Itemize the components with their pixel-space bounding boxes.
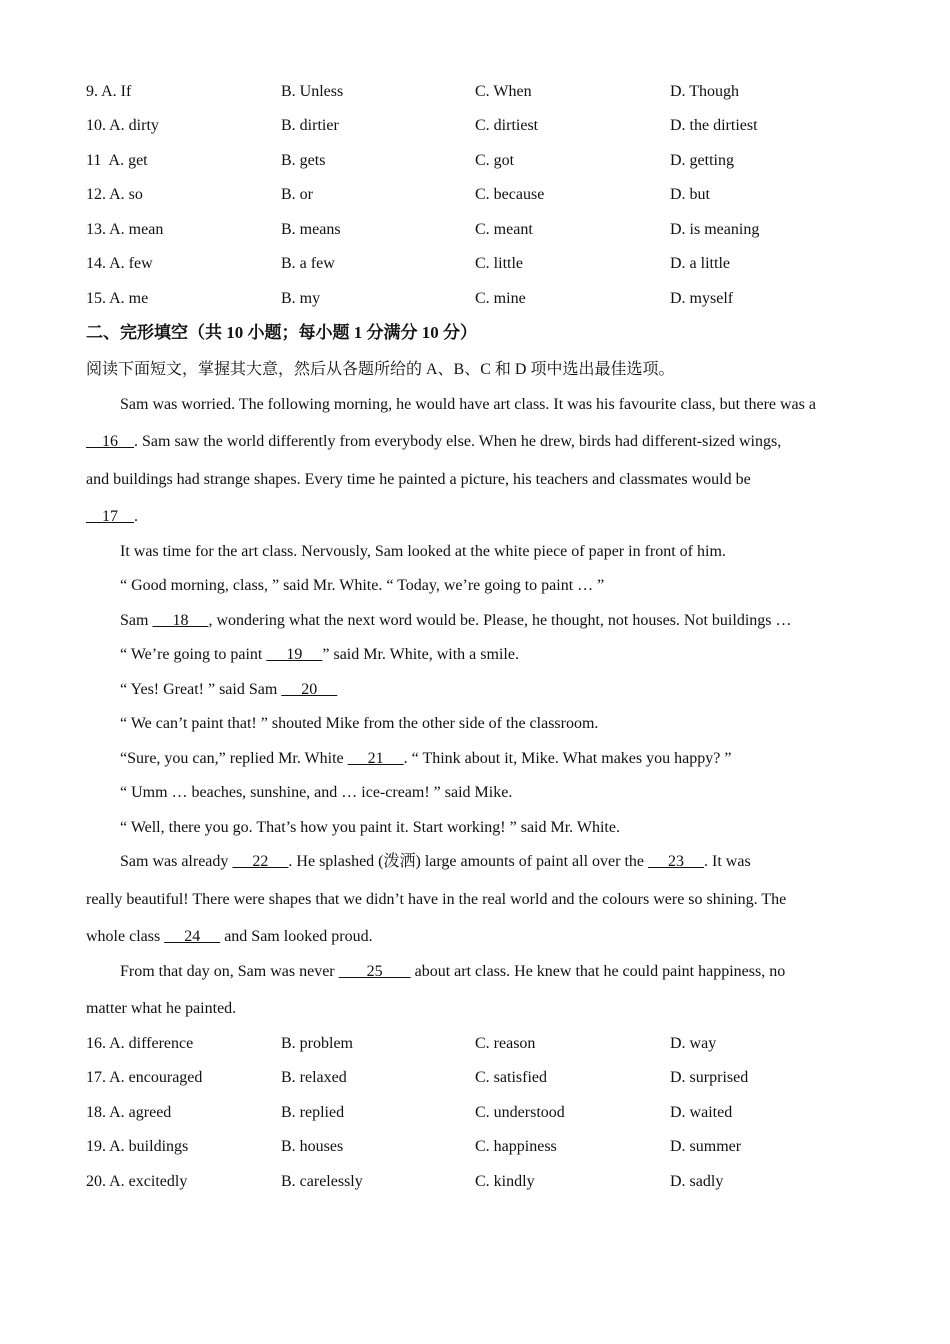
- passage-line: [120, 960, 785, 984]
- option-c: C. satisfied: [475, 1069, 547, 1086]
- question-row-17: [0, 1066, 950, 1090]
- option-d: D. but: [670, 186, 710, 203]
- blank-21: 21: [347, 750, 404, 767]
- option-a: 15. A. me: [86, 290, 149, 307]
- blank-23: 23: [648, 853, 705, 870]
- passage-text: . “ Think about it, Mike. What makes you happy? ”: [403, 750, 732, 767]
- question-row-20: [0, 1170, 950, 1194]
- passage-line: [86, 505, 138, 529]
- passage-text: Sam: [120, 612, 153, 629]
- passage-line: [86, 888, 786, 912]
- option-c: C. happiness: [475, 1138, 557, 1155]
- option-c: C. meant: [475, 221, 533, 238]
- option-b: B. houses: [281, 1138, 344, 1155]
- passage-line: [120, 712, 598, 736]
- option-d: D. sadly: [670, 1173, 724, 1190]
- passage-text: . It was: [704, 853, 751, 870]
- passage-text: “ Good morning, class, ” said Mr. White. “ Today, we’re going to paint … ”: [120, 577, 605, 594]
- option-c: C. because: [475, 186, 545, 203]
- option-b: B. relaxed: [281, 1069, 347, 1086]
- passage-text: Sam was worried. The following morning, he would have art class. It was his favourite class, but there was a: [120, 396, 816, 413]
- passage-text: “Sure, you can,” replied Mr. White: [120, 750, 348, 767]
- passage-text: . He splashed (泼洒) large amounts of paint all over the: [288, 853, 649, 870]
- option-a: 10. A. dirty: [86, 117, 159, 134]
- option-d: D. Though: [670, 83, 740, 100]
- option-a: 9. A. If: [86, 83, 132, 100]
- option-d: D. surprised: [670, 1069, 749, 1086]
- option-b: B. means: [281, 221, 341, 238]
- passage-line: [120, 850, 751, 874]
- question-row-19: [0, 1135, 950, 1159]
- option-d: D. the dirtiest: [670, 117, 758, 134]
- passage-line: [120, 540, 726, 564]
- option-a: 12. A. so: [86, 186, 143, 203]
- question-row-14: [0, 252, 950, 276]
- option-a: 16. A. difference: [86, 1035, 194, 1052]
- option-d: D. is meaning: [670, 221, 760, 238]
- passage-text: It was time for the art class. Nervously, Sam looked at the white piece of paper in front of him.: [120, 543, 726, 560]
- option-b: B. carelessly: [281, 1173, 363, 1190]
- passage-line: [120, 643, 519, 667]
- passage-text: matter what he painted.: [86, 1000, 237, 1017]
- option-b: B. replied: [281, 1104, 345, 1121]
- option-c: C. dirtiest: [475, 117, 539, 134]
- passage-text: , wondering what the next word would be. Please, he thought, not houses. Not buildings …: [208, 612, 792, 629]
- passage-text: really beautiful! There were shapes that we didn’t have in the real world and the colours were so shining. The: [86, 891, 787, 908]
- option-c: C. little: [475, 255, 523, 272]
- question-row-15: [0, 287, 950, 311]
- option-a: 19. A. buildings: [86, 1138, 189, 1155]
- option-a: 20. A. excitedly: [86, 1173, 188, 1190]
- blank-22: 22: [232, 853, 289, 870]
- option-b: B. dirtier: [281, 117, 339, 134]
- blank-20: 20: [281, 681, 338, 698]
- passage-text: “ We can’t paint that! ” shouted Mike from the other side of the classroom.: [120, 715, 599, 732]
- passage-line: [120, 678, 337, 702]
- passage-text: . Sam saw the world differently from everybody else. When he drew, birds had different-sized wings,: [134, 433, 782, 450]
- blank-16: 16: [86, 433, 134, 450]
- passage-text: and buildings had strange shapes. Every time he painted a picture, his teachers and classmates would be: [86, 471, 751, 488]
- passage-text: Sam was already: [120, 853, 233, 870]
- passage-text: “ Yes! Great! ” said Sam: [120, 681, 282, 698]
- blank-25: 25: [338, 963, 411, 980]
- option-b: B. my: [281, 290, 321, 307]
- passage-text: whole class: [86, 928, 165, 945]
- passage-line: [86, 430, 781, 454]
- blank-18: 18: [152, 612, 209, 629]
- option-c: C. mine: [475, 290, 526, 307]
- blank-17: 17: [86, 508, 134, 525]
- option-b: B. a few: [281, 255, 335, 272]
- passage-text: about art class. He knew that he could paint happiness, no: [410, 963, 786, 980]
- option-d: D. way: [670, 1035, 717, 1052]
- question-row-11: [0, 149, 950, 173]
- option-d: D. myself: [670, 290, 734, 307]
- passage-text: ” said Mr. White, with a smile.: [322, 646, 519, 663]
- option-b: B. problem: [281, 1035, 353, 1052]
- passage-text: .: [134, 508, 138, 525]
- question-row-16: [0, 1032, 950, 1056]
- passage-text: From that day on, Sam was never: [120, 963, 339, 980]
- passage-line: [120, 747, 731, 771]
- option-d: D. summer: [670, 1138, 742, 1155]
- option-c: C. understood: [475, 1104, 565, 1121]
- option-d: D. a little: [670, 255, 730, 272]
- question-row-9: [0, 80, 950, 104]
- passage-line: [120, 781, 512, 805]
- passage-text: “ We’re going to paint: [120, 646, 267, 663]
- option-c: C. got: [475, 152, 515, 169]
- passage-line: [120, 574, 604, 598]
- passage-text: “ Umm … beaches, sunshine, and … ice-cream! ” said Mike.: [120, 784, 513, 801]
- option-c: C. reason: [475, 1035, 536, 1052]
- option-b: B. gets: [281, 152, 326, 169]
- question-row-10: [0, 114, 950, 138]
- option-a: 18. A. agreed: [86, 1104, 172, 1121]
- option-c: C. When: [475, 83, 532, 100]
- passage-text: “ Well, there you go. That’s how you paint it. Start working! ” said Mr. White.: [120, 819, 620, 836]
- question-row-18: [0, 1101, 950, 1125]
- option-a: 14. A. few: [86, 255, 153, 272]
- passage-line: [86, 468, 751, 492]
- passage-line: [86, 997, 236, 1021]
- passage-line: [120, 816, 620, 840]
- passage-text: and Sam looked proud.: [220, 928, 373, 945]
- option-a: 13. A. mean: [86, 221, 164, 238]
- option-b: B. Unless: [281, 83, 344, 100]
- passage-line: [120, 609, 792, 633]
- blank-24: 24: [164, 928, 221, 945]
- blank-19: 19: [266, 646, 323, 663]
- passage-line: [86, 925, 373, 949]
- option-c: C. kindly: [475, 1173, 535, 1190]
- option-b: B. or: [281, 186, 313, 203]
- option-a: 11 A. get: [86, 152, 148, 169]
- passage-line: [120, 393, 816, 417]
- section-instruction: 阅读下面短文，掌握其大意，然后从各题所给的 A、B、C 和 D 项中选出最佳选项。: [86, 361, 675, 378]
- section-heading: 二、完形填空（共 10 小题；每小题 1 分满分 10 分）: [86, 323, 477, 342]
- question-row-13: [0, 218, 950, 242]
- option-d: D. waited: [670, 1104, 733, 1121]
- option-a: 17. A. encouraged: [86, 1069, 203, 1086]
- question-row-12: [0, 183, 950, 207]
- option-d: D. getting: [670, 152, 734, 169]
